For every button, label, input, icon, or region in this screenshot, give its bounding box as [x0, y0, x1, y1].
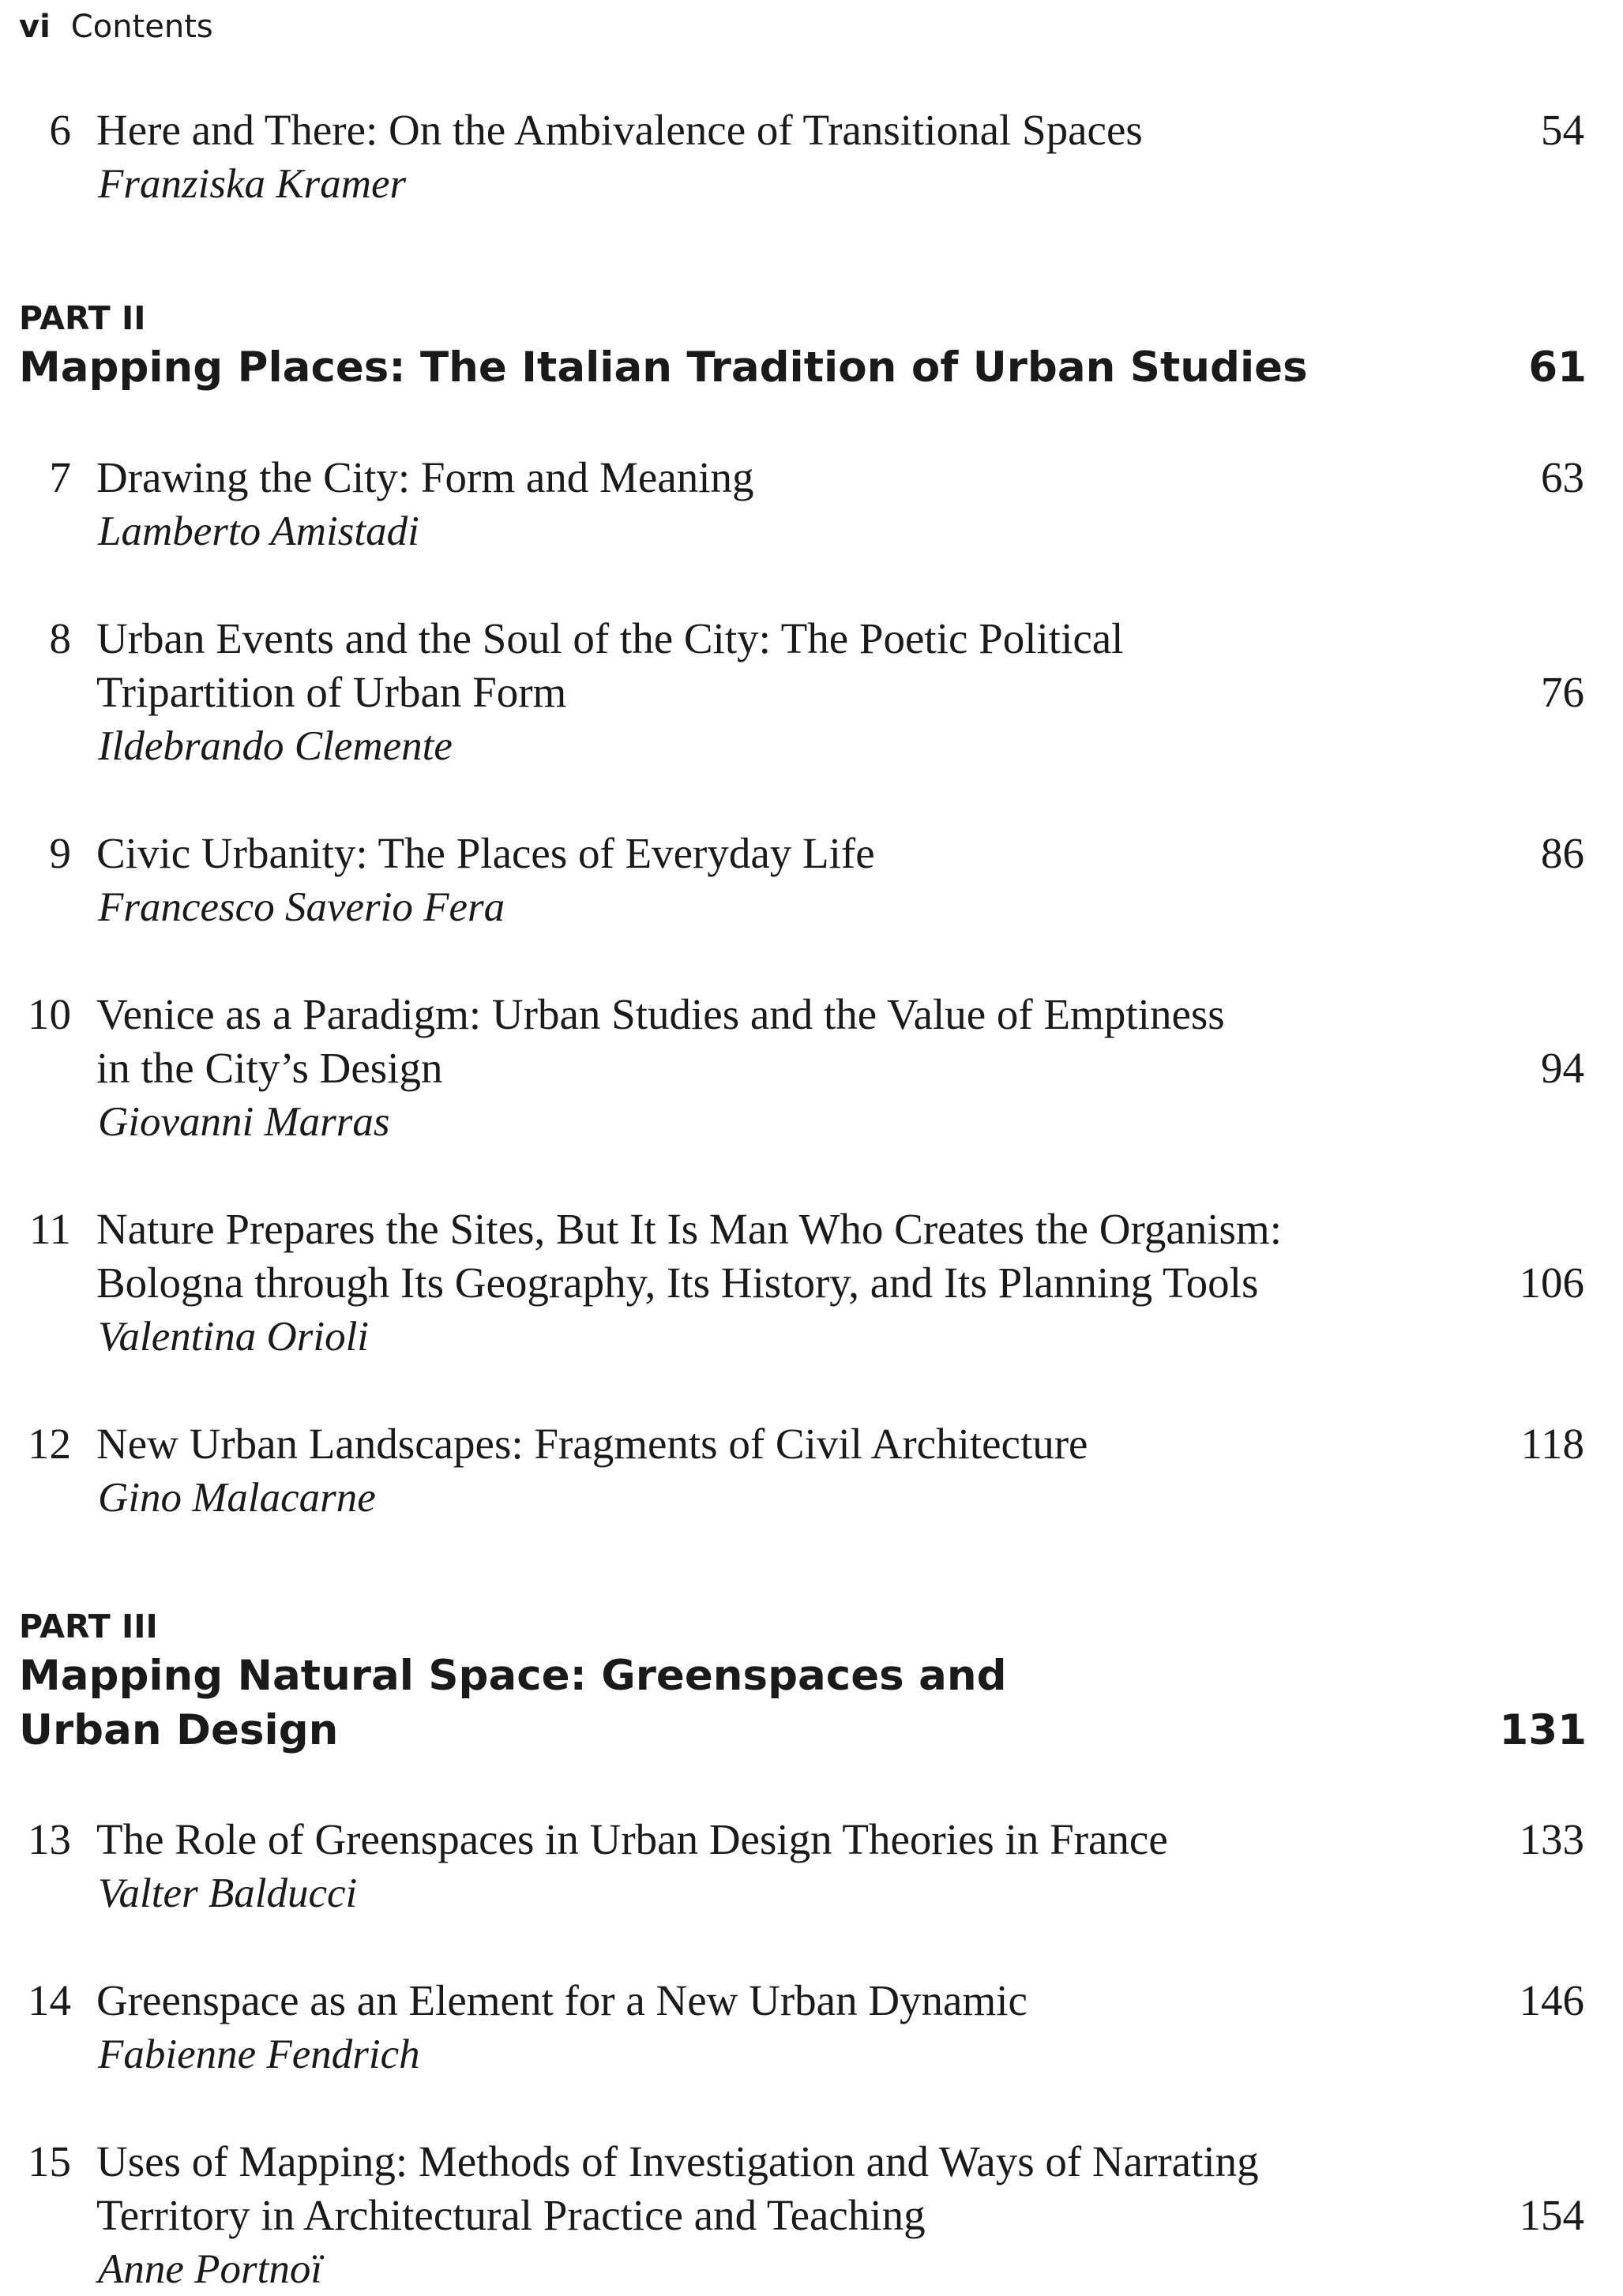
chapter-title-line	[0, 1813, 1623, 1866]
chapter-author: Lamberto Amistadi	[98, 508, 419, 554]
chapter-number: 6	[49, 106, 71, 154]
chapter-page-number: 146	[1519, 1976, 1584, 2024]
chapter-page-number: 94	[1541, 1044, 1584, 1092]
chapter-number: 11	[29, 1205, 71, 1253]
chapter-number: 15	[28, 2137, 71, 2185]
chapter-title: Venice as a Paradigm: Urban Studies and the Value of Emptiness	[96, 990, 1225, 1038]
toc-entry-chapter-14	[0, 1974, 1623, 2081]
part-title-line	[19, 1649, 1587, 1703]
chapter-title: Civic Urbanity: The Places of Everyday Life	[96, 829, 875, 877]
part-label: PART II	[19, 299, 146, 337]
chapter-title: New Urban Landscapes: Fragments of Civil Architecture	[96, 1420, 1088, 1468]
chapter-author: Gino Malacarne	[98, 1475, 376, 1521]
part-page-number: 61	[1528, 343, 1587, 392]
part-title	[19, 1649, 1587, 1758]
part-title-text-continued: Urban Design	[19, 1706, 339, 1754]
chapter-title-line	[0, 612, 1623, 666]
toc-entry-chapter-10	[0, 988, 1623, 1149]
running-head	[19, 5, 213, 49]
chapter-number: 8	[49, 614, 71, 662]
chapter-title: Uses of Mapping: Methods of Investigation and Ways of Narrating	[96, 2137, 1259, 2185]
chapter-title-line	[0, 988, 1623, 1041]
toc-entry-chapter-13	[0, 1813, 1623, 1920]
chapter-author: Valentina Orioli	[98, 1314, 370, 1360]
chapter-title-line	[0, 1256, 1623, 1310]
part-title	[19, 340, 1587, 395]
chapter-title-line	[0, 1202, 1623, 1256]
chapter-title-line	[0, 2189, 1623, 2242]
part-page-number: 131	[1499, 1706, 1587, 1754]
chapter-page-number: 54	[1541, 106, 1584, 154]
chapter-page-number: 118	[1520, 1420, 1584, 1468]
chapter-title: The Role of Greenspaces in Urban Design Theories in France	[96, 1815, 1168, 1863]
chapter-title: Here and There: On the Ambivalence of Transitional Spaces	[96, 106, 1143, 154]
chapter-title-line	[0, 1417, 1623, 1471]
chapter-title-continued: Bologna through Its Geography, Its History, and Its Planning Tools	[96, 1259, 1259, 1307]
chapter-title: Urban Events and the Soul of the City: The Poetic Political	[96, 614, 1124, 662]
chapter-page-number: 76	[1541, 668, 1584, 716]
running-head-title: Contents	[70, 9, 213, 45]
toc-entry-chapter-11	[0, 1202, 1623, 1364]
part-title-line	[19, 340, 1587, 395]
toc-entry-chapter-7	[0, 451, 1623, 558]
toc-entry-chapter-12	[0, 1417, 1623, 1525]
toc-entry-chapter-15	[0, 2135, 1623, 2296]
chapter-author: Anne Portnoï	[98, 2246, 323, 2292]
chapter-title-line	[0, 2135, 1623, 2189]
chapter-number: 13	[28, 1815, 71, 1863]
chapter-page-number: 86	[1541, 829, 1584, 877]
chapter-title-continued: Territory in Architectural Practice and Teaching	[96, 2191, 926, 2239]
chapter-title-line	[0, 1974, 1623, 2028]
toc-entry-chapter-8	[0, 612, 1623, 773]
chapter-number: 14	[28, 1976, 71, 2024]
chapter-number: 9	[49, 829, 71, 877]
chapter-author: Valter Balducci	[98, 1870, 358, 1916]
chapter-title-line	[0, 451, 1623, 505]
chapter-page-number: 133	[1519, 1815, 1584, 1863]
chapter-title-line	[0, 827, 1623, 880]
part-title-text: Mapping Places: The Italian Tradition of Urban Studies	[19, 343, 1308, 392]
chapter-author: Francesco Saverio Fera	[98, 884, 505, 930]
chapter-page-number: 63	[1541, 453, 1584, 501]
chapter-title: Nature Prepares the Sites, But It Is Man Who Creates the Organism:	[96, 1205, 1282, 1253]
chapter-author: Ildebrando Clemente	[98, 723, 453, 769]
chapter-title: Drawing the City: Form and Meaning	[96, 453, 754, 501]
chapter-title-line	[0, 1041, 1623, 1095]
chapter-page-number: 154	[1519, 2191, 1584, 2239]
chapter-number: 7	[49, 453, 71, 501]
part-title-text: Mapping Natural Space: Greenspaces and	[19, 1652, 1007, 1700]
toc-entry-chapter-6	[0, 103, 1623, 211]
toc-entry-chapter-9	[0, 827, 1623, 934]
chapter-title-continued: in the City’s Design	[96, 1044, 443, 1092]
chapter-author: Giovanni Marras	[98, 1099, 390, 1145]
chapter-number: 12	[28, 1420, 71, 1468]
part-label: PART III	[19, 1608, 158, 1645]
chapter-author: Franziska Kramer	[98, 161, 407, 207]
chapter-title-line	[0, 103, 1623, 157]
chapter-page-number: 106	[1519, 1259, 1584, 1307]
chapter-title: Greenspace as an Element for a New Urban Dynamic	[96, 1976, 1028, 2024]
chapter-number: 10	[28, 990, 71, 1038]
part-title-line	[19, 1703, 1587, 1758]
chapter-author: Fabienne Fendrich	[98, 2032, 420, 2077]
page-folio: vi	[19, 9, 51, 45]
chapter-title-continued: Tripartition of Urban Form	[96, 668, 567, 716]
chapter-title-line	[0, 666, 1623, 719]
